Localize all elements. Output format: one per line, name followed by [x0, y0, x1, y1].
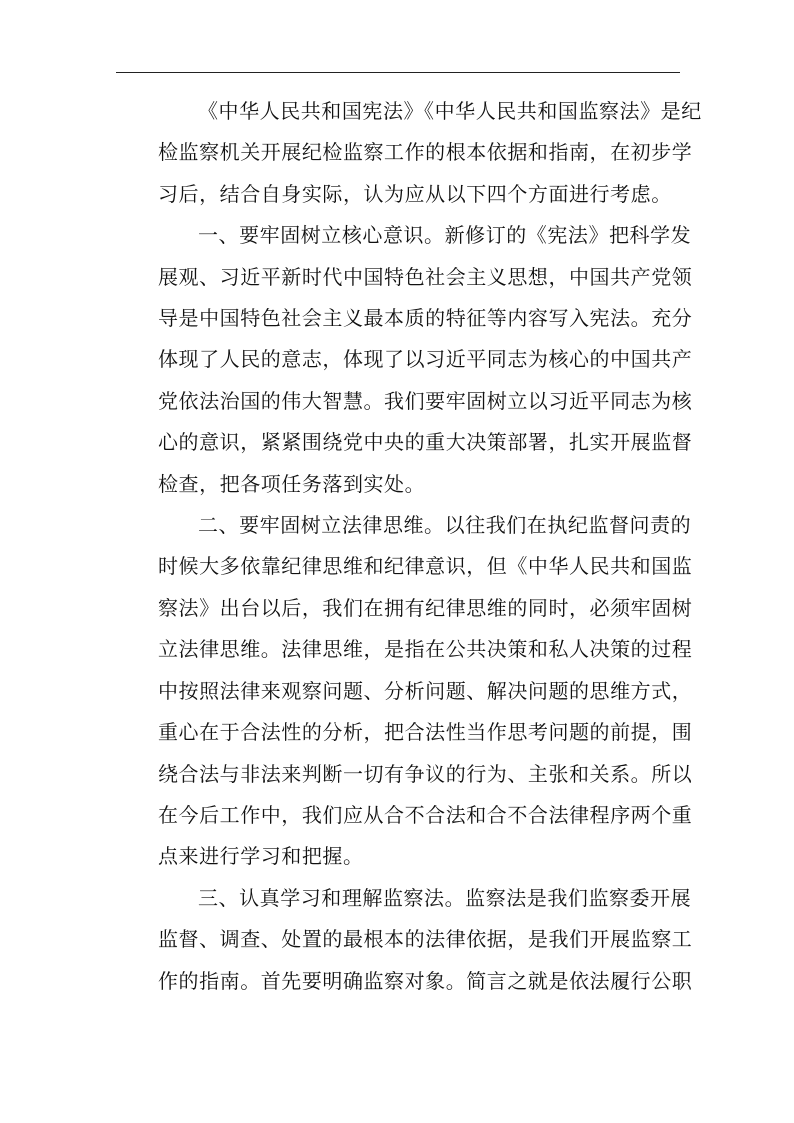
text-line: 绕合法与非法来判断一切有争议的行为、主张和关系。所以 [158, 761, 693, 786]
text-line: 《中华人民共和国宪法》《中华人民共和国监察法》是纪 [198, 99, 702, 123]
paragraph-core-awareness [118, 215, 693, 505]
text-line: 一、要牢固树立核心意识。新修订的《宪法》把科学发 [198, 223, 692, 248]
text-line: 习后，结合自身实际，认为应从以下四个方面进行考虑。 [158, 181, 672, 206]
text-line: 检查，把各项任务落到实处。 [158, 471, 426, 496]
text-line: 立法律思维。法律思维，是指在公共决策和私人决策的过程 [158, 637, 693, 662]
text-line: 心的意识，紧紧围绕党中央的重大决策部署，扎实开展监督 [158, 430, 693, 455]
header-rule [116, 72, 680, 73]
text-line: 察法》出台以后，我们在拥有纪律思维的同时，必须牢固树 [158, 595, 693, 620]
text-line: 点来进行学习和把握。 [158, 844, 364, 869]
text-line: 重心在于合法性的分析，把合法性当作思考问题的前提，围 [158, 720, 693, 745]
text-line: 党依法治国的伟大智慧。我们要牢固树立以习近平同志为核 [158, 388, 693, 413]
text-line: 作的指南。首先要明确监察对象。简言之就是依法履行公职 [158, 968, 693, 993]
paragraph-supervision-law [118, 878, 693, 1002]
paragraph-intro [118, 91, 702, 215]
paragraph-legal-thinking [118, 505, 693, 878]
document-body [118, 91, 702, 1002]
text-line: 展观、习近平新时代中国特色社会主义思想，中国共产党领 [158, 264, 693, 289]
text-line: 监督、调查、处置的最根本的法律依据，是我们开展监察工 [158, 927, 693, 952]
text-line: 在今后工作中，我们应从合不合法和合不合法律程序两个重 [158, 802, 693, 827]
text-line: 体现了人民的意志，体现了以习近平同志为核心的中国共产 [158, 347, 693, 372]
text-line: 导是中国特色社会主义最本质的特征等内容写入宪法。充分 [158, 306, 693, 331]
text-line: 三、认真学习和理解监察法。监察法是我们监察委开展 [198, 885, 692, 910]
text-line: 中按照法律来观察问题、分析问题、解决问题的思维方式， [158, 678, 693, 703]
text-line: 时候大多依靠纪律思维和纪律意识，但《中华人民共和国监 [158, 554, 693, 579]
text-line: 二、要牢固树立法律思维。以往我们在执纪监督问责的 [198, 513, 692, 538]
text-line: 检监察机关开展纪检监察工作的根本依据和指南，在初步学 [158, 140, 693, 165]
